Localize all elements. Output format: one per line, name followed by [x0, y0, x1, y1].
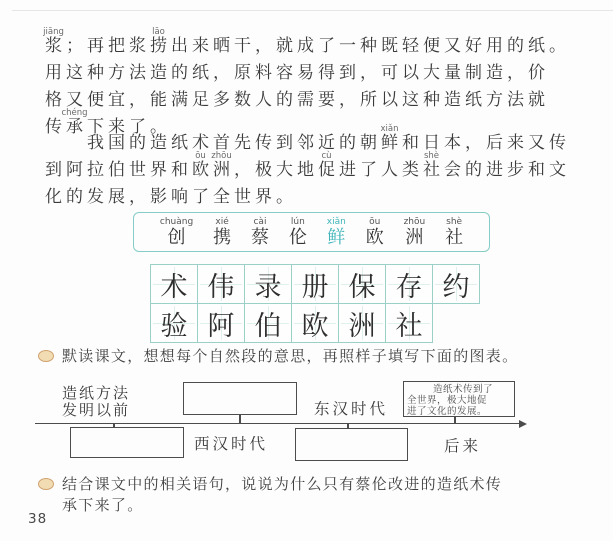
- pinyin-annotation: lāo: [152, 27, 165, 37]
- writing-grid-cell: 阿: [197, 303, 245, 343]
- writing-grid-cell: 洲: [338, 303, 386, 343]
- exercise-2-text-line2: 承下来了。: [62, 496, 144, 514]
- pinyin-annotation: chéng: [61, 108, 88, 118]
- vocab-pinyin-box: [133, 212, 490, 252]
- writing-grid-cell: 录: [244, 264, 292, 304]
- vocab-word: lún 伦: [288, 216, 307, 248]
- vocab-word: chuàng 创: [159, 216, 194, 248]
- vocab-word: xiǎn 鲜: [326, 216, 346, 248]
- writing-grid-cell: 社: [385, 303, 433, 343]
- page-top-edge-line: [12, 10, 613, 11]
- text-line: 我国的造纸术首先传到邻近的朝鲜 xiǎn 和日本，后来又传: [87, 124, 570, 153]
- text-line: 传承 chéng 下来了。: [45, 108, 171, 137]
- pinyin-annotation: jiāng: [43, 27, 64, 37]
- pinyin-annotation: xiǎn: [380, 124, 399, 134]
- timeline-label-eastern-han: 东汉时代: [314, 400, 389, 418]
- text-line: 浆 jiāng ；再把浆捞 lāo 出来晒干，就成了一种既轻便又好用的纸。: [43, 27, 570, 56]
- page-number: 38: [28, 511, 48, 527]
- text-line: 到阿拉伯世界和欧 ōu 洲 zhōu ，极大地促 cù 进了人类社 shè 会的进步和文: [45, 151, 570, 180]
- writing-grid-cell: 约: [432, 264, 480, 304]
- writing-grid-cell: 验: [150, 303, 198, 343]
- text-line: 用这种方法造的纸，原料容易得到，可以大量制造，价: [45, 63, 549, 83]
- timeline-connector: [239, 415, 241, 424]
- timeline-label-western-han: 西汉时代: [194, 435, 269, 453]
- pinyin-annotation: zhōu: [211, 151, 232, 161]
- writing-grid-cell: 册: [291, 264, 339, 304]
- exercise-2-text-line1: 结合课文中的相关语句，说说为什么只有蔡伦改进的造纸术传: [62, 475, 503, 493]
- exercise-bullet-icon: [38, 350, 54, 362]
- timeline-answer-box-3: [295, 428, 408, 461]
- exercise-bullet-icon: [38, 478, 54, 490]
- timeline-label-before-invention: [56, 385, 136, 419]
- vocab-word: zhōu 洲: [403, 216, 426, 248]
- filled-note-line2: 全世界，极大地促: [407, 395, 488, 406]
- pinyin-annotation: ōu: [195, 151, 206, 161]
- timeline-connector: [454, 417, 456, 424]
- vocab-word: ōu 欧: [365, 216, 384, 248]
- paragraph-papermaking-spread: [45, 124, 570, 211]
- writing-grid-cell: 欧: [291, 303, 339, 343]
- filled-note-line3: 进了文化的发展。: [407, 406, 488, 417]
- vocab-word: shè 社: [445, 216, 464, 248]
- filled-note-line1: 造纸术传到了: [433, 384, 494, 395]
- text-line: 格又便宜，能满足多数人的需要，所以这种造纸方法就: [45, 90, 549, 110]
- vocab-word: xié 携: [213, 216, 232, 248]
- timeline-answer-box-1: [183, 382, 297, 415]
- pinyin-annotation: cù: [321, 151, 332, 161]
- exercise-2: [38, 474, 502, 516]
- pinyin-annotation: shè: [423, 151, 440, 161]
- writing-grid-cell: 伯: [244, 303, 292, 343]
- timeline-label-later: 后来: [444, 437, 482, 455]
- writing-grid-cell: 术: [150, 264, 198, 304]
- vocab-word: cài 蔡: [250, 216, 269, 248]
- timeline-label-before-line2: 发明以前: [61, 401, 130, 419]
- timeline-answer-box-2: [70, 427, 184, 458]
- writing-grid-cell: 保: [338, 264, 386, 304]
- timeline-arrowhead-icon: [519, 420, 527, 428]
- writing-grid-cell: 伟: [197, 264, 245, 304]
- timeline-label-before-line1: 造纸方法: [61, 384, 130, 402]
- paragraph-papermaking-method: [43, 27, 570, 141]
- timeline-axis: [35, 423, 522, 424]
- timeline-diagram: [0, 372, 613, 477]
- writing-grid-cell: 存: [385, 264, 433, 304]
- writing-grid: [150, 264, 480, 343]
- timeline-filled-example-box: [403, 381, 515, 417]
- text-line: 化的发展，影响了全世界。: [45, 187, 297, 207]
- exercise-1: [38, 346, 518, 367]
- exercise-1-text: 默读课文，想想每个自然段的意思，再照样子填写下面的图表。: [62, 347, 519, 365]
